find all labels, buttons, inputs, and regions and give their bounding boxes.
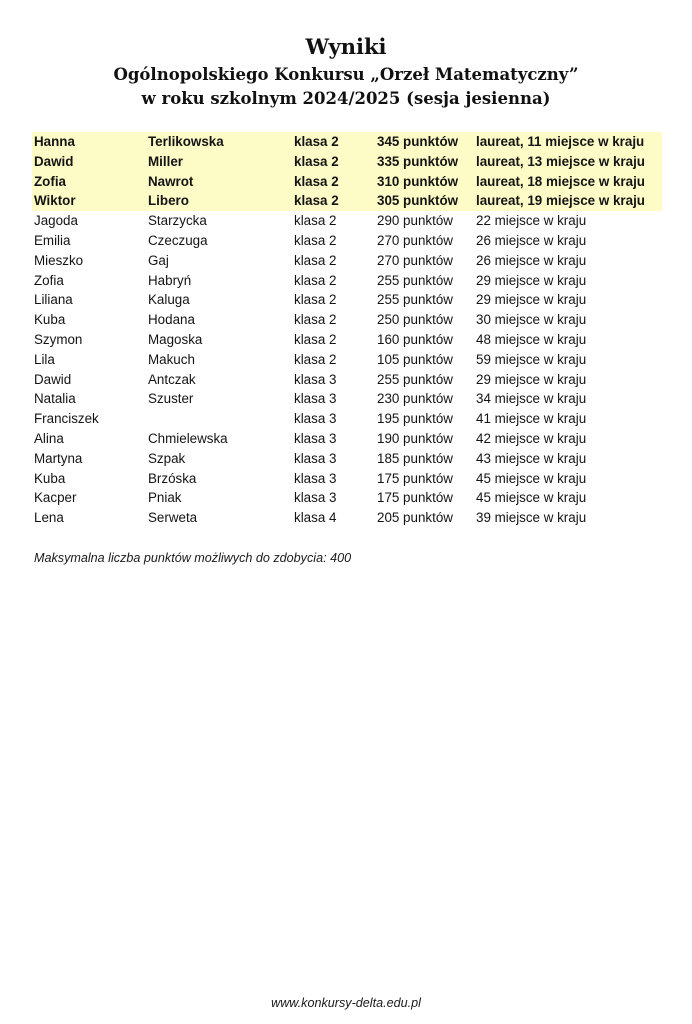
first-name: Franciszek xyxy=(34,411,99,427)
result-row xyxy=(32,370,662,390)
place: 26 miejsce w kraju xyxy=(476,232,587,248)
points: 175 punktów xyxy=(377,490,453,506)
last-name: Serweta xyxy=(148,510,198,526)
result-row xyxy=(32,429,662,449)
points: 270 punktów xyxy=(377,232,453,248)
first-name: Martyna xyxy=(34,450,83,466)
place: 59 miejsce w kraju xyxy=(476,351,587,367)
last-name: Magoska xyxy=(148,331,203,347)
laureate-row xyxy=(32,191,662,211)
first-name: Zofia xyxy=(34,173,66,189)
class-level: klasa 2 xyxy=(294,134,339,149)
result-row xyxy=(32,449,662,469)
first-name: Natalia xyxy=(34,391,76,407)
result-row xyxy=(32,330,662,350)
first-name: Szymon xyxy=(34,331,83,347)
class-level: klasa 3 xyxy=(294,411,337,427)
points: 205 punktów xyxy=(377,510,453,526)
first-name: Kacper xyxy=(34,490,77,506)
class-level: klasa 3 xyxy=(294,490,337,506)
result-row xyxy=(32,389,662,409)
last-name: Gaj xyxy=(148,252,169,268)
class-level: klasa 4 xyxy=(294,510,337,526)
last-name: Brzóska xyxy=(148,470,197,486)
first-name: Kuba xyxy=(34,470,66,486)
points: 105 punktów xyxy=(377,351,453,367)
place: laureat, 11 miejsce w kraju xyxy=(476,134,645,149)
last-name: Antczak xyxy=(148,371,196,387)
place: 43 miejsce w kraju xyxy=(476,450,587,466)
place: 29 miejsce w kraju xyxy=(476,292,587,308)
class-level: klasa 2 xyxy=(294,153,339,169)
points: 185 punktów xyxy=(377,450,453,466)
place: 48 miejsce w kraju xyxy=(476,331,587,347)
last-name: Miller xyxy=(148,153,183,169)
place: laureat, 18 miejsce w kraju xyxy=(476,173,645,189)
class-level: klasa 2 xyxy=(294,272,337,288)
results-table xyxy=(32,132,662,528)
laureate-row xyxy=(32,132,662,152)
first-name: Liliana xyxy=(34,292,73,308)
place: 41 miejsce w kraju xyxy=(476,411,587,427)
first-name: Dawid xyxy=(34,153,74,169)
last-name: Szpak xyxy=(148,450,186,466)
result-row xyxy=(32,469,662,489)
place: 45 miejsce w kraju xyxy=(476,490,587,506)
max-points-note: Maksymalna liczba punktów możliwych do zdobycia: 400 xyxy=(34,551,352,565)
class-level: klasa 2 xyxy=(294,213,337,229)
points: 255 punktów xyxy=(377,371,453,387)
class-level: klasa 2 xyxy=(294,232,337,248)
place: 29 miejsce w kraju xyxy=(476,371,587,387)
result-row xyxy=(32,251,662,271)
points: 195 punktów xyxy=(377,411,453,427)
points: 345 punktów xyxy=(377,134,459,149)
class-level: klasa 3 xyxy=(294,391,337,407)
laureate-row xyxy=(32,152,662,172)
class-level: klasa 2 xyxy=(294,331,337,347)
page-subtitle-line-1: Ogólnopolskiego Konkursu „Orzeł Matematyczny” xyxy=(113,65,579,84)
last-name: Czeczuga xyxy=(148,232,208,248)
place: 22 miejsce w kraju xyxy=(476,213,587,229)
last-name: Libero xyxy=(148,193,189,209)
result-row xyxy=(32,508,662,528)
points: 190 punktów xyxy=(377,430,453,446)
class-level: klasa 2 xyxy=(294,193,339,209)
points: 255 punktów xyxy=(377,292,453,308)
class-level: klasa 3 xyxy=(294,371,337,387)
page-subtitle-line-2: w roku szkolnym 2024/2025 (sesja jesienna) xyxy=(141,89,551,108)
last-name: Pniak xyxy=(148,490,182,506)
points: 310 punktów xyxy=(377,173,459,189)
last-name: Chmielewska xyxy=(148,430,228,446)
first-name: Hanna xyxy=(34,134,75,149)
points: 335 punktów xyxy=(377,153,459,169)
class-level: klasa 3 xyxy=(294,450,337,466)
place: laureat, 19 miejsce w kraju xyxy=(476,193,645,209)
class-level: klasa 2 xyxy=(294,252,337,268)
last-name: Kaluga xyxy=(148,292,190,308)
place: 26 miejsce w kraju xyxy=(476,252,587,268)
result-row xyxy=(32,488,662,508)
result-row xyxy=(32,290,662,310)
result-row xyxy=(32,231,662,251)
first-name: Lena xyxy=(34,510,64,526)
last-name: Szuster xyxy=(148,391,194,407)
result-row xyxy=(32,271,662,291)
class-level: klasa 2 xyxy=(294,312,337,328)
last-name: Terlikowska xyxy=(148,134,224,149)
result-row xyxy=(32,211,662,231)
first-name: Jagoda xyxy=(34,213,78,229)
result-row xyxy=(32,310,662,330)
result-row xyxy=(32,409,662,429)
first-name: Lila xyxy=(34,351,55,367)
class-level: klasa 3 xyxy=(294,430,337,446)
first-name: Alina xyxy=(34,430,64,446)
first-name: Wiktor xyxy=(34,193,76,209)
last-name: Makuch xyxy=(148,351,195,367)
first-name: Kuba xyxy=(34,312,66,328)
first-name: Emilia xyxy=(34,232,71,248)
last-name: Habryń xyxy=(148,272,192,288)
place: laureat, 13 miejsce w kraju xyxy=(476,153,645,169)
class-level: klasa 2 xyxy=(294,351,337,367)
points: 290 punktów xyxy=(377,213,453,229)
place: 34 miejsce w kraju xyxy=(476,391,587,407)
last-name: Hodana xyxy=(148,312,195,328)
first-name: Mieszko xyxy=(34,252,84,268)
place: 45 miejsce w kraju xyxy=(476,470,587,486)
class-level: klasa 2 xyxy=(294,292,337,308)
first-name: Dawid xyxy=(34,371,72,387)
points: 230 punktów xyxy=(377,391,453,407)
place: 39 miejsce w kraju xyxy=(476,510,587,526)
points: 175 punktów xyxy=(377,470,453,486)
place: 30 miejsce w kraju xyxy=(476,312,587,328)
points: 250 punktów xyxy=(377,312,453,328)
last-name: Nawrot xyxy=(148,173,194,189)
class-level: klasa 3 xyxy=(294,470,337,486)
footer-website: www.konkursy-delta.edu.pl xyxy=(271,996,421,1010)
page-title: Wyniki xyxy=(305,34,387,59)
points: 160 punktów xyxy=(377,331,453,347)
first-name: Zofia xyxy=(34,272,64,288)
result-row xyxy=(32,350,662,370)
place: 42 miejsce w kraju xyxy=(476,430,587,446)
place: 29 miejsce w kraju xyxy=(476,272,587,288)
points: 270 punktów xyxy=(377,252,453,268)
laureate-row xyxy=(32,172,662,192)
last-name: Starzycka xyxy=(148,213,207,229)
points: 255 punktów xyxy=(377,272,453,288)
points: 305 punktów xyxy=(377,193,459,209)
class-level: klasa 2 xyxy=(294,173,339,189)
